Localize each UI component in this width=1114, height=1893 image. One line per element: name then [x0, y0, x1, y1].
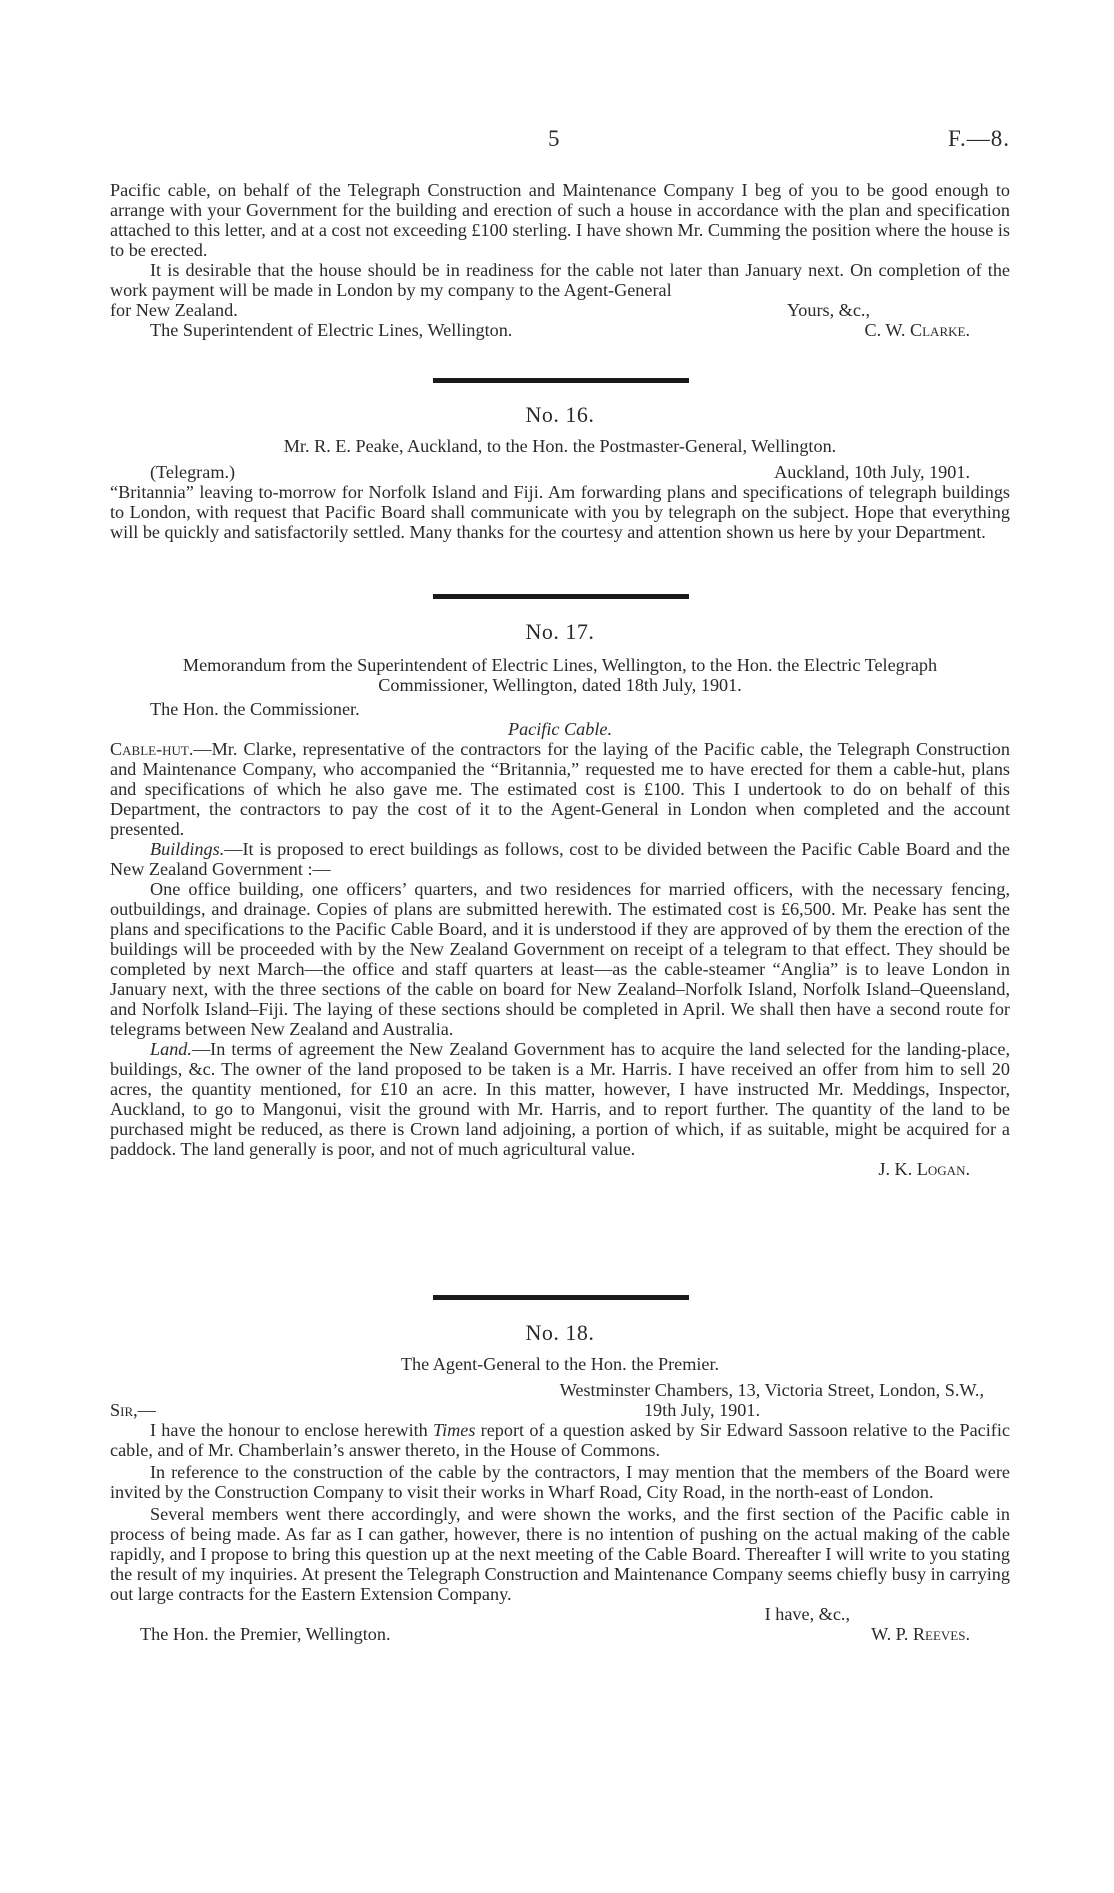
section-divider: [433, 378, 689, 383]
section-divider: [433, 1295, 689, 1300]
signature-row: [110, 1624, 1010, 1644]
memo-title: Pacific Cable.: [507, 719, 613, 739]
telegram-row: [110, 462, 1010, 482]
paragraph: In reference to the construction of the cable by the contractors, I may mention that the members of the Board were invited by the Construction Company to visit their works in Wharf Road, City Road, in the north-east of London.: [110, 1462, 1010, 1502]
letter-continuation: [110, 180, 1010, 340]
salutation: Sir,—: [110, 1400, 156, 1420]
section-subhead: The Agent-General to the Hon. the Premier.: [400, 1354, 720, 1374]
document-no-18: [110, 1320, 1010, 1644]
page-header: [0, 126, 1114, 155]
address-line: Westminster Chambers, 13, Victoria Street, London, S.W.,: [559, 1380, 984, 1400]
paragraph-label: Buildings.: [150, 839, 225, 859]
section-subhead: Memorandum from the Superintendent of Electric Lines, Wellington, to the Hon. the Electric Telegraph Commissioner, Wellington, dated 18th July, 1901.: [182, 655, 938, 695]
paragraph: One office building, one officers’ quarters, and two residences for married officers, with the necessary fencing, outbuildings, and drainage. Copies of plans are submitted herewith. The estimated cost is £6,500. Mr. Peake has sent the plans and specifications to the Pacific Cable Board, and it is understood if they are approved of by them the erection of the buildings will be proceeded with by the New Zealand Government on receipt of a telegram to that effect. They should be completed by next March—the office and staff quarters at least—as the cable-steamer “Anglia” is to leave London in January next, with the three sections of the cable on board for New Zealand–Norfolk Island, Norfolk Island–Queensland, and Norfolk Island–Fiji. The laying of these sections should be completed in April. We shall then have a second route for telegrams between New Zealand and Australia.: [110, 879, 1010, 1039]
section-heading: No. 17.: [525, 619, 595, 644]
paragraph: It is desirable that the house should be in readiness for the cable not later than January next. On completion of the work payment will be made in London by my company to the Agent-General: [110, 260, 1010, 300]
date-row: [110, 1400, 1010, 1420]
paragraph: “Britannia” leaving to-morrow for Norfolk Island and Fiji. Am forwarding plans and specifications of telegraph buildings to London, with request that Pacific Board shall communicate with you by telegraph on the subject. Hope that everything will be quickly and satisfactorily settled. Many thanks for the courtesy and attention shown us here by your Department.: [110, 482, 1010, 542]
closing: Yours, &c.,: [786, 300, 870, 320]
paragraph-label: Cable-hut.: [110, 739, 194, 759]
paper-reference: F.—8.: [948, 126, 1010, 151]
paragraph: I have the honour to enclose herewith Times report of a question asked by Sir Edward Sassoon relative to the Pacific cable, and of Mr. Chamberlain’s answer thereto, in the House of Commons.: [110, 1420, 1010, 1460]
section-heading: No. 18.: [525, 1320, 595, 1345]
section-heading: No. 16.: [525, 402, 595, 427]
signature-row: [110, 320, 1010, 340]
paragraph: Land.—In terms of agreement the New Zealand Government has to acquire the land selected for the landing-place, buildings, &c. The owner of the land proposed to be taken is a Mr. Harris. I have received an offer from him to sell 20 acres, the quantity mentioned, for £10 an acre. In this matter, however, I have instructed Mr. Meddings, Inspector, Auckland, to go to Mangonui, visit the ground with Mr. Harris, and to report further. The quantity of the land to be purchased might be reduced, as there is Crown land adjoining, a portion of which, if as suitable, might be acquired for a paddock. The land generally is poor, and not of much agricultural value.: [110, 1039, 1010, 1159]
signature: C. W. Clarke.: [864, 320, 970, 340]
paragraph-label: Land.: [150, 1039, 192, 1059]
page-number: 5: [548, 126, 560, 151]
addressee: The Superintendent of Electric Lines, Wellington.: [150, 320, 513, 340]
paragraph: Several members went there accordingly, and were shown the works, and the first section of the Pacific cable in process of being made. As far as I can gather, however, there is no intention of pushing on the actual making of the cable rapidly, and I propose to bring this question up at the next meeting of the Cable Board. Thereafter I will write to you stating the result of my inquiries. At present the Telegraph Construction and Maintenance Company seems chiefly busy in carrying out large contracts for the Eastern Extension Company.: [110, 1504, 1010, 1604]
dateline: 19th July, 1901.: [643, 1400, 760, 1420]
closing-row: [110, 300, 1010, 320]
signature: W. P. Reeves.: [871, 1624, 970, 1644]
document-no-17: [110, 619, 1010, 1179]
section-subhead: Mr. R. E. Peake, Auckland, to the Hon. the Postmaster-General, Wellington.: [283, 436, 837, 456]
signature: J. K. Logan.: [878, 1159, 970, 1179]
paragraph: Pacific cable, on behalf of the Telegraph Construction and Maintenance Company I beg of you to be good enough to arrange with your Government for the building and erection of such a house in accordance with the plan and specification attached to this letter, and at a cost not exceeding £100 sterling. I have shown Mr. Cumming the position where the house is to be erected.: [110, 180, 1010, 260]
closing: I have, &c.,: [764, 1604, 850, 1624]
addressee: The Hon. the Premier, Wellington.: [140, 1624, 391, 1644]
paragraph-end: for New Zealand.: [110, 300, 238, 320]
paragraph: Cable-hut.—Mr. Clarke, representative of the contractors for the laying of the Pacific cable, the Telegraph Construction and Maintenance Company, who accompanied the “Britannia,” requested me to have erected for them a cable-hut, plans and specifications of which he also gave me. The estimated cost is £100. This I undertook to do on behalf of this Department, the contractors to pay the cost of it to the Agent-General in London when completed and the account presented.: [110, 739, 1010, 839]
paragraph: Buildings.—It is proposed to erect buildings as follows, cost to be divided between the Pacific Cable Board and the New Zealand Government :—: [110, 839, 1010, 879]
document-no-16: [110, 402, 1010, 542]
salutation: The Hon. the Commissioner.: [150, 699, 360, 719]
section-divider: [433, 594, 689, 599]
dateline: Auckland, 10th July, 1901.: [774, 462, 970, 482]
telegram-label: (Telegram.): [150, 462, 236, 482]
